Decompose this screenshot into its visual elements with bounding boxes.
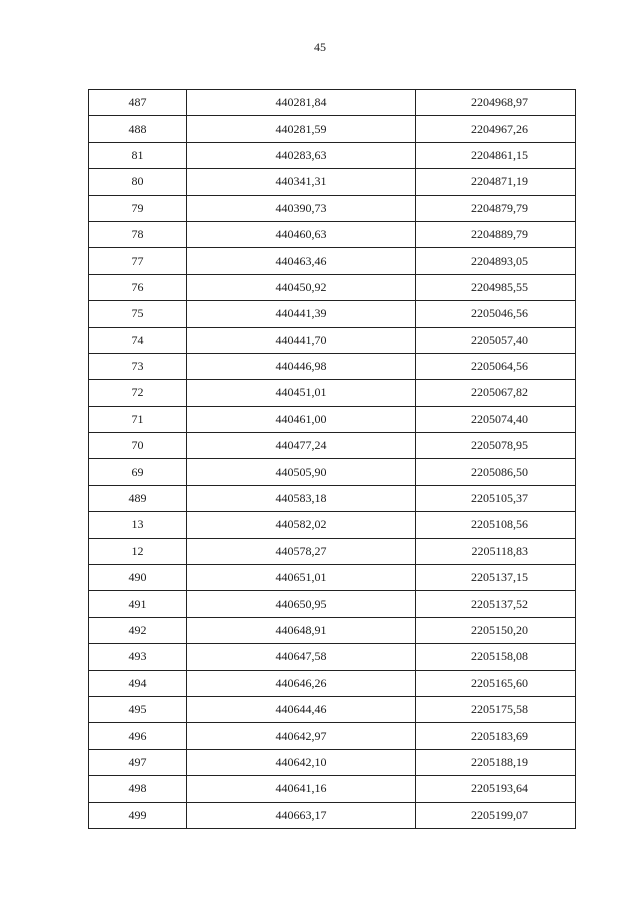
x-coordinate-cell: 440648,91 bbox=[187, 617, 416, 643]
y-coordinate-cell: 2204985,55 bbox=[416, 274, 576, 300]
table-row bbox=[89, 90, 576, 116]
point-number-cell: 491 bbox=[89, 591, 187, 617]
point-number-cell: 494 bbox=[89, 670, 187, 696]
x-coordinate-cell: 440281,59 bbox=[187, 116, 416, 142]
y-coordinate-cell: 2205074,40 bbox=[416, 406, 576, 432]
y-coordinate-cell: 2205175,58 bbox=[416, 696, 576, 722]
y-coordinate-cell: 2204968,97 bbox=[416, 90, 576, 116]
table-row bbox=[89, 380, 576, 406]
page-number: 45 bbox=[314, 40, 326, 54]
x-coordinate-cell: 440461,00 bbox=[187, 406, 416, 432]
x-coordinate-cell: 440663,17 bbox=[187, 802, 416, 828]
point-number-cell: 76 bbox=[89, 274, 187, 300]
point-number-cell: 80 bbox=[89, 169, 187, 195]
point-number-cell: 13 bbox=[89, 512, 187, 538]
y-coordinate-cell: 2205158,08 bbox=[416, 644, 576, 670]
x-coordinate-cell: 440647,58 bbox=[187, 644, 416, 670]
point-number-cell: 70 bbox=[89, 433, 187, 459]
y-coordinate-cell: 2204889,79 bbox=[416, 221, 576, 247]
point-number-cell: 487 bbox=[89, 90, 187, 116]
coordinates-table-body bbox=[89, 90, 576, 829]
table-row bbox=[89, 169, 576, 195]
table-row bbox=[89, 327, 576, 353]
point-number-cell: 498 bbox=[89, 776, 187, 802]
y-coordinate-cell: 2205137,15 bbox=[416, 565, 576, 591]
point-number-cell: 488 bbox=[89, 116, 187, 142]
point-number-cell: 72 bbox=[89, 380, 187, 406]
x-coordinate-cell: 440642,97 bbox=[187, 723, 416, 749]
point-number-cell: 490 bbox=[89, 565, 187, 591]
table-row bbox=[89, 696, 576, 722]
y-coordinate-cell: 2205188,19 bbox=[416, 749, 576, 775]
y-coordinate-cell: 2205199,07 bbox=[416, 802, 576, 828]
y-coordinate-cell: 2205183,69 bbox=[416, 723, 576, 749]
x-coordinate-cell: 440582,02 bbox=[187, 512, 416, 538]
table-row bbox=[89, 459, 576, 485]
point-number-cell: 499 bbox=[89, 802, 187, 828]
table-row bbox=[89, 301, 576, 327]
x-coordinate-cell: 440477,24 bbox=[187, 433, 416, 459]
x-coordinate-cell: 440390,73 bbox=[187, 195, 416, 221]
x-coordinate-cell: 440505,90 bbox=[187, 459, 416, 485]
y-coordinate-cell: 2204967,26 bbox=[416, 116, 576, 142]
y-coordinate-cell: 2205193,64 bbox=[416, 776, 576, 802]
table-row bbox=[89, 195, 576, 221]
x-coordinate-cell: 440441,39 bbox=[187, 301, 416, 327]
table-row bbox=[89, 142, 576, 168]
coordinates-table bbox=[88, 89, 576, 829]
table-row bbox=[89, 723, 576, 749]
table-row bbox=[89, 248, 576, 274]
x-coordinate-cell: 440646,26 bbox=[187, 670, 416, 696]
table-row bbox=[89, 221, 576, 247]
x-coordinate-cell: 440583,18 bbox=[187, 485, 416, 511]
y-coordinate-cell: 2204871,19 bbox=[416, 169, 576, 195]
y-coordinate-cell: 2205105,37 bbox=[416, 485, 576, 511]
table-row bbox=[89, 274, 576, 300]
point-number-cell: 73 bbox=[89, 353, 187, 379]
point-number-cell: 495 bbox=[89, 696, 187, 722]
y-coordinate-cell: 2205064,56 bbox=[416, 353, 576, 379]
x-coordinate-cell: 440281,84 bbox=[187, 90, 416, 116]
x-coordinate-cell: 440446,98 bbox=[187, 353, 416, 379]
x-coordinate-cell: 440460,63 bbox=[187, 221, 416, 247]
table-row bbox=[89, 406, 576, 432]
y-coordinate-cell: 2204879,79 bbox=[416, 195, 576, 221]
table-row bbox=[89, 538, 576, 564]
x-coordinate-cell: 440578,27 bbox=[187, 538, 416, 564]
x-coordinate-cell: 440341,31 bbox=[187, 169, 416, 195]
table-row bbox=[89, 802, 576, 828]
y-coordinate-cell: 2205067,82 bbox=[416, 380, 576, 406]
y-coordinate-cell: 2205108,56 bbox=[416, 512, 576, 538]
point-number-cell: 81 bbox=[89, 142, 187, 168]
x-coordinate-cell: 440283,63 bbox=[187, 142, 416, 168]
x-coordinate-cell: 440642,10 bbox=[187, 749, 416, 775]
point-number-cell: 78 bbox=[89, 221, 187, 247]
table-row bbox=[89, 433, 576, 459]
table-row bbox=[89, 353, 576, 379]
y-coordinate-cell: 2205078,95 bbox=[416, 433, 576, 459]
y-coordinate-cell: 2205046,56 bbox=[416, 301, 576, 327]
x-coordinate-cell: 440644,46 bbox=[187, 696, 416, 722]
table-row bbox=[89, 116, 576, 142]
point-number-cell: 69 bbox=[89, 459, 187, 485]
x-coordinate-cell: 440463,46 bbox=[187, 248, 416, 274]
y-coordinate-cell: 2205086,50 bbox=[416, 459, 576, 485]
table-row bbox=[89, 749, 576, 775]
point-number-cell: 497 bbox=[89, 749, 187, 775]
table-row bbox=[89, 591, 576, 617]
y-coordinate-cell: 2205118,83 bbox=[416, 538, 576, 564]
point-number-cell: 79 bbox=[89, 195, 187, 221]
table-row bbox=[89, 565, 576, 591]
table-row bbox=[89, 485, 576, 511]
y-coordinate-cell: 2205150,20 bbox=[416, 617, 576, 643]
y-coordinate-cell: 2204893,05 bbox=[416, 248, 576, 274]
y-coordinate-cell: 2205057,40 bbox=[416, 327, 576, 353]
x-coordinate-cell: 440450,92 bbox=[187, 274, 416, 300]
point-number-cell: 489 bbox=[89, 485, 187, 511]
y-coordinate-cell: 2204861,15 bbox=[416, 142, 576, 168]
table-row bbox=[89, 617, 576, 643]
point-number-cell: 77 bbox=[89, 248, 187, 274]
x-coordinate-cell: 440441,70 bbox=[187, 327, 416, 353]
point-number-cell: 71 bbox=[89, 406, 187, 432]
point-number-cell: 493 bbox=[89, 644, 187, 670]
point-number-cell: 75 bbox=[89, 301, 187, 327]
table-row bbox=[89, 670, 576, 696]
x-coordinate-cell: 440641,16 bbox=[187, 776, 416, 802]
y-coordinate-cell: 2205137,52 bbox=[416, 591, 576, 617]
point-number-cell: 492 bbox=[89, 617, 187, 643]
point-number-cell: 74 bbox=[89, 327, 187, 353]
x-coordinate-cell: 440651,01 bbox=[187, 565, 416, 591]
y-coordinate-cell: 2205165,60 bbox=[416, 670, 576, 696]
point-number-cell: 496 bbox=[89, 723, 187, 749]
x-coordinate-cell: 440451,01 bbox=[187, 380, 416, 406]
table-row bbox=[89, 512, 576, 538]
x-coordinate-cell: 440650,95 bbox=[187, 591, 416, 617]
table-row bbox=[89, 644, 576, 670]
table-row bbox=[89, 776, 576, 802]
point-number-cell: 12 bbox=[89, 538, 187, 564]
